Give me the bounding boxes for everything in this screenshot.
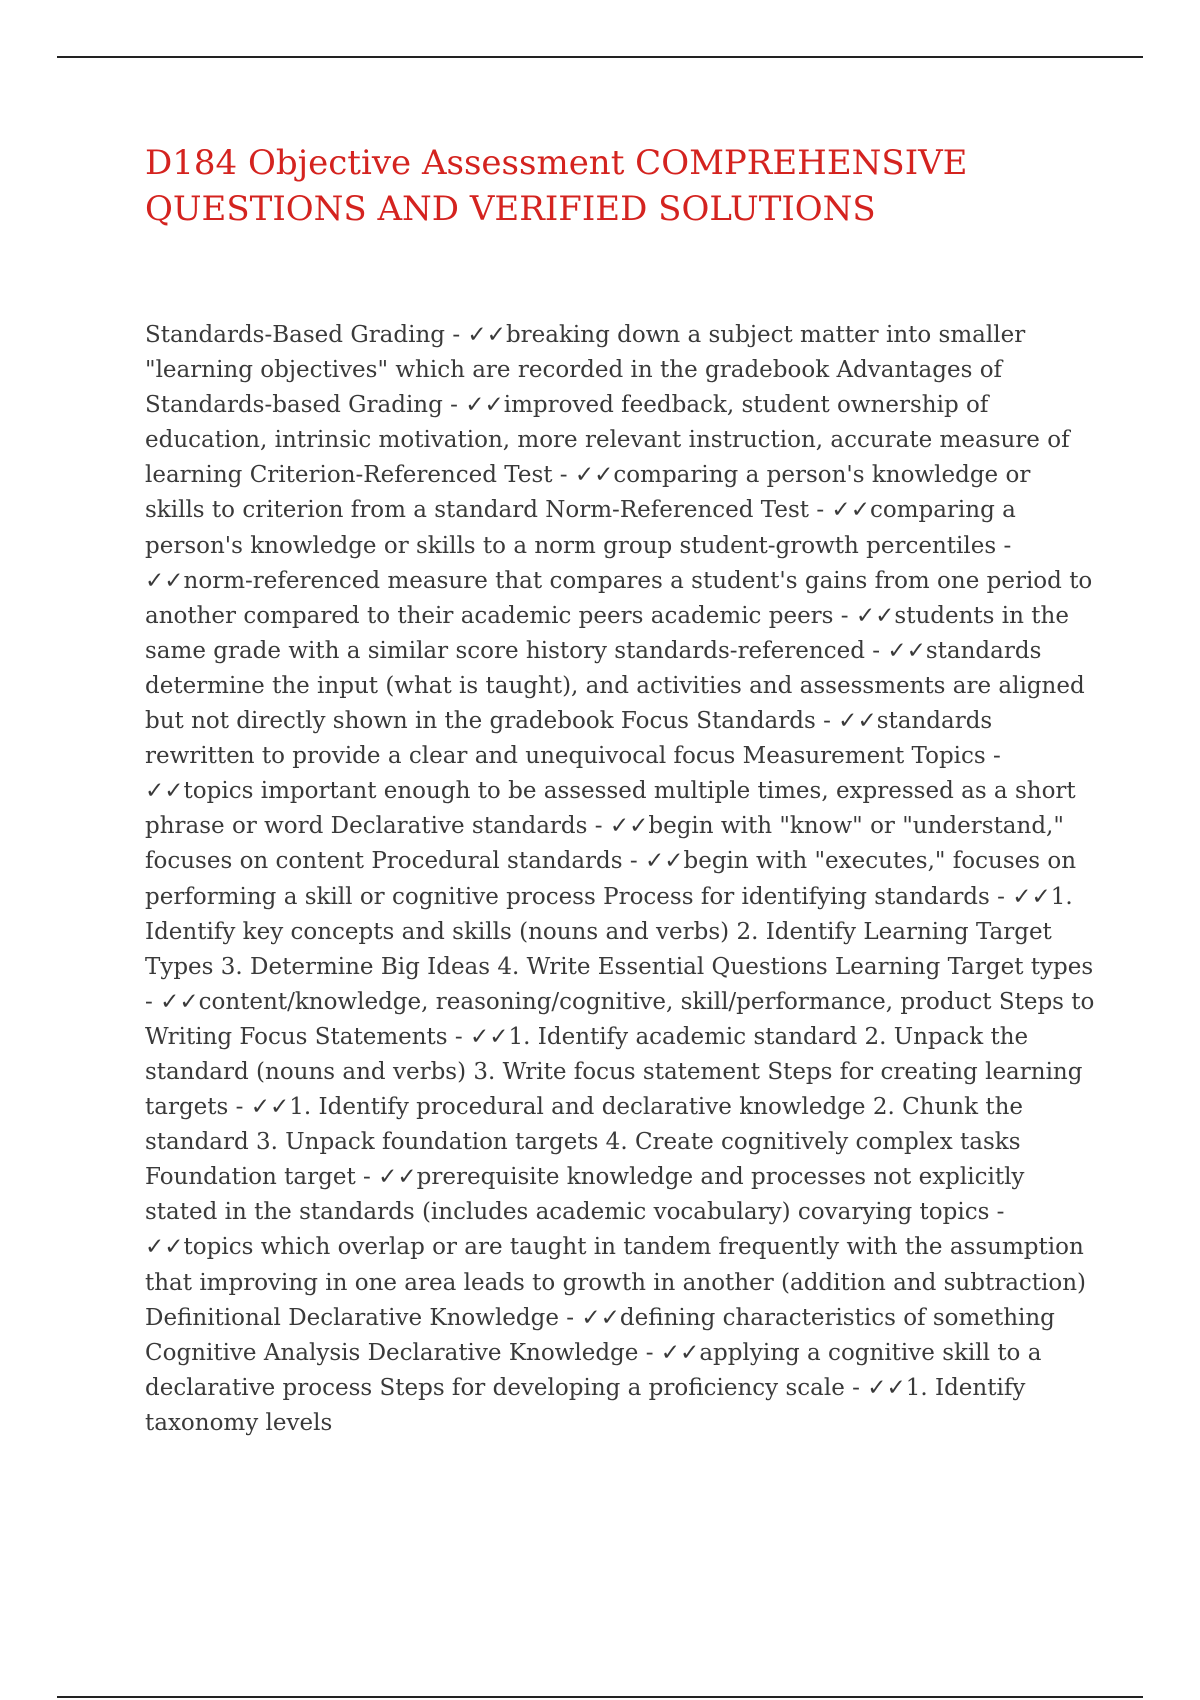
top-rule — [57, 56, 1143, 58]
document-title: D184 Objective Assessment COMPREHENSIVE QUESTIONS AND VERIFIED SOLUTIONS — [145, 143, 968, 229]
bottom-rule — [57, 1696, 1143, 1698]
document-body: Standards-Based Grading - ✓✓breaking down a subject matter into smaller "learning objectives" which are recorded in the gradebook Advantages of Standards-based Grading - ✓✓improved feedback, student ownership of education, intrinsic motivation, more relevant instruction, accurate measure of learning Criterion-Referenced Test - ✓✓comparing a person's knowledge or skills to criterion from a standard Norm-Referenced Test - ✓✓comparing a person's knowledge or skills to a norm group student-growth percentiles - ✓✓norm-referenced measure that compares a student's gains from one period to another compared to their academic peers academic peers - ✓✓students in the same grade with a similar score history standards-referenced - ✓✓standards determine the input (what is taught), and activities and assessments are aligned but not directly shown in the gradebook Focus Standards - ✓✓standards rewritten to provide a clear and unequivocal focus Measurement Topics - ✓✓topics important enough to be assessed multiple times, expressed as a short phrase or word Declarative standards - ✓✓begin with "know" or "understand," focuses on content Procedural standards - ✓✓begin with "executes," focuses on performing a skill or cognitive process Process for identifying standards - ✓✓1. Identify key concepts and skills (nouns and verbs) 2. Identify Learning Target Types 3. Determine Big Ideas 4. Write Essential Questions Learning Target types - ✓✓content/knowledge, reasoning/cognitive, skill/performance, product Steps to Writing Focus Statements - ✓✓1. Identify academic standard 2. Unpack the standard (nouns and verbs) 3. Write focus statement Steps for creating learning targets - ✓✓1. Identify procedural and declarative knowledge 2. Chunk the standard 3. Unpack foundation targets 4. Create cognitively complex tasks Foundation target - ✓✓prerequisite knowledge and processes not explicitly stated in the standards (includes academic vocabulary) covarying topics - ✓✓topics which overlap or are taught in tandem frequently with the assumption that improving in one area leads to growth in another (addition and subtraction) Definitional Declarative Knowledge - ✓✓defining characteristics of something Cognitive Analysis Declarative Knowledge - ✓✓applying a cognitive skill to a declarative process Steps for developing a proficiency scale - ✓✓1. Identify taxonomy levels — [145, 322, 1095, 1436]
